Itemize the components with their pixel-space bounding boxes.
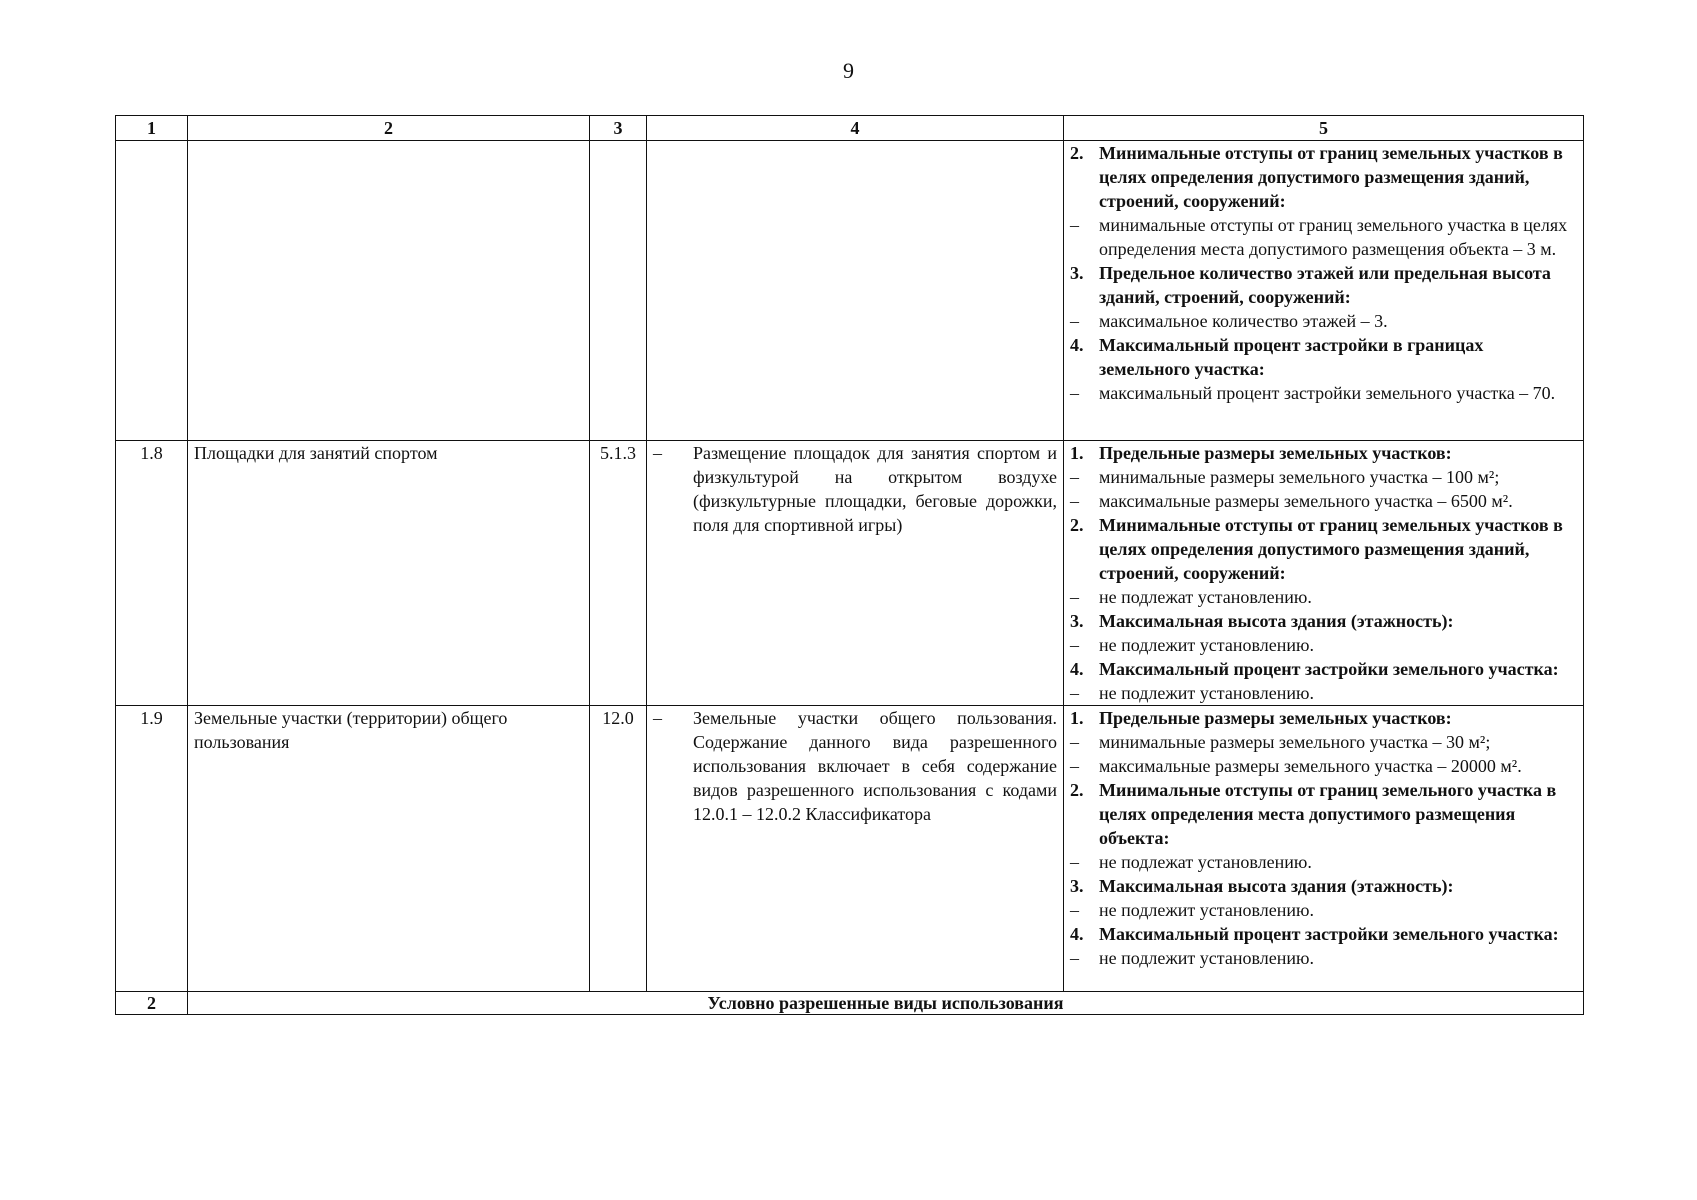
page-number: 9 <box>843 58 854 83</box>
parameter-heading: Предельное количество этажей или предельная высота зданий, строений, сооружений: <box>1099 263 1551 307</box>
use-type-name <box>188 141 590 441</box>
parameter-value: минимальные отступы от границ земельного участка в целях определения места допустимого размещения объекта – 3 м. <box>1099 215 1568 259</box>
parameter-heading-line <box>1070 333 1577 381</box>
classifier-code: 5.1.3 <box>590 441 647 706</box>
use-type-name: Площадки для занятий спортом <box>188 441 590 706</box>
classifier-code <box>590 141 647 441</box>
parameter-value: не подлежит установлению. <box>1099 635 1314 655</box>
parameters-cell <box>1064 141 1584 441</box>
header-col-2: 2 <box>188 116 590 141</box>
parameter-number: 2. <box>1070 515 1084 535</box>
parameter-value: не подлежит установлению. <box>1099 948 1314 968</box>
dash-marker: – <box>1070 852 1079 872</box>
dash-marker: – <box>1070 635 1079 655</box>
parameter-item <box>1070 681 1577 705</box>
parameter-value: минимальные размеры земельного участка – 30 м²; <box>1099 732 1491 752</box>
use-type-name: Земельные участки (территории) общего пользования <box>188 706 590 992</box>
parameter-value: максимальный процент застройки земельного участка – 70. <box>1099 383 1556 403</box>
parameters-cell <box>1064 706 1584 992</box>
parameter-heading: Минимальные отступы от границ земельных участков в целях определения допустимого размещения зданий, строений, сооружений: <box>1099 143 1563 211</box>
parameter-item <box>1070 309 1577 333</box>
use-description-cell <box>647 706 1064 992</box>
parameter-block <box>1070 657 1577 705</box>
parameter-item <box>1070 489 1577 513</box>
parameter-block <box>1070 141 1577 261</box>
parameter-item <box>1070 213 1577 261</box>
section-number: 2 <box>116 992 188 1015</box>
parameter-number: 4. <box>1070 659 1084 679</box>
dash-marker: – <box>1070 900 1079 920</box>
parameter-number: 3. <box>1070 263 1084 283</box>
parameter-item <box>1070 850 1577 874</box>
parameter-value: не подлежит установлению. <box>1099 900 1314 920</box>
parameter-heading: Предельные размеры земельных участков: <box>1099 443 1452 463</box>
parameter-block <box>1070 441 1577 513</box>
description-item <box>653 706 1057 826</box>
parameter-item <box>1070 585 1577 609</box>
description-item <box>653 441 1057 537</box>
parameter-value: не подлежат установлению. <box>1099 587 1312 607</box>
parameter-heading-line <box>1070 513 1577 585</box>
parameter-number: 1. <box>1070 708 1084 728</box>
parameter-item <box>1070 381 1577 405</box>
parameter-item <box>1070 898 1577 922</box>
use-description: Земельные участки общего пользования. Содержание данного вида разрешенного использования включает в себя содержание видов разрешенного использования с кодами 12.0.1 – 12.0.2 Классификатора <box>693 708 1057 824</box>
parameter-heading-line <box>1070 922 1577 946</box>
parameter-heading: Минимальные отступы от границ земельного участка в целях определения места допустимого размещения объекта: <box>1099 780 1557 848</box>
section-title: Условно разрешенные виды использования <box>188 992 1584 1015</box>
table-row <box>116 706 1584 992</box>
dash-marker: – <box>1070 467 1079 487</box>
parameter-heading-line <box>1070 609 1577 633</box>
parameter-heading: Максимальный процент застройки в границах земельного участка: <box>1099 335 1484 379</box>
header-col-4: 4 <box>647 116 1064 141</box>
parameter-heading: Максимальная высота здания (этажность): <box>1099 876 1454 896</box>
parameter-block <box>1070 778 1577 874</box>
parameter-number: 3. <box>1070 876 1084 896</box>
classifier-code: 12.0 <box>590 706 647 992</box>
parameter-number: 2. <box>1070 143 1084 163</box>
parameter-block <box>1070 513 1577 609</box>
dash-marker: – <box>653 708 662 728</box>
parameter-item <box>1070 946 1577 970</box>
parameter-heading: Минимальные отступы от границ земельных участков в целях определения допустимого размещения зданий, строений, сооружений: <box>1099 515 1563 583</box>
parameter-block <box>1070 261 1577 333</box>
use-description: Размещение площадок для занятия спортом и физкультурой на открытом воздухе (физкультурные площадки, беговые дорожки, поля для спортивной игры) <box>693 443 1057 535</box>
table-row <box>116 141 1584 441</box>
zoning-table <box>115 115 1584 1015</box>
parameter-value: максимальные размеры земельного участка – 6500 м². <box>1099 491 1513 511</box>
dash-marker: – <box>1070 311 1079 331</box>
parameter-value: максимальные размеры земельного участка – 20000 м². <box>1099 756 1522 776</box>
parameter-value: минимальные размеры земельного участка – 100 м²; <box>1099 467 1500 487</box>
parameter-heading-line <box>1070 706 1577 730</box>
parameter-heading: Максимальный процент застройки земельного участка: <box>1099 924 1559 944</box>
table-row <box>116 441 1584 706</box>
parameter-heading-line <box>1070 441 1577 465</box>
parameter-item <box>1070 465 1577 489</box>
dash-marker: – <box>1070 948 1079 968</box>
use-description-cell <box>647 441 1064 706</box>
header-col-1: 1 <box>116 116 188 141</box>
dash-marker: – <box>1070 215 1079 235</box>
parameter-heading-line <box>1070 141 1577 213</box>
row-number: 1.9 <box>116 706 188 992</box>
parameter-number: 4. <box>1070 335 1084 355</box>
dash-marker: – <box>1070 587 1079 607</box>
row-number: 1.8 <box>116 441 188 706</box>
header-col-5: 5 <box>1064 116 1584 141</box>
section-row <box>116 992 1584 1015</box>
parameter-block <box>1070 922 1577 970</box>
dash-marker: – <box>653 443 662 463</box>
parameter-block <box>1070 333 1577 405</box>
parameter-number: 1. <box>1070 443 1084 463</box>
parameter-item <box>1070 754 1577 778</box>
parameter-value: максимальное количество этажей – 3. <box>1099 311 1388 331</box>
header-col-3: 3 <box>590 116 647 141</box>
parameter-item <box>1070 633 1577 657</box>
row-number <box>116 141 188 441</box>
parameter-number: 3. <box>1070 611 1084 631</box>
parameters-cell <box>1064 441 1584 706</box>
parameter-heading: Максимальная высота здания (этажность): <box>1099 611 1454 631</box>
dash-marker: – <box>1070 383 1079 403</box>
parameter-heading-line <box>1070 778 1577 850</box>
parameter-heading: Максимальный процент застройки земельного участка: <box>1099 659 1559 679</box>
parameter-heading: Предельные размеры земельных участков: <box>1099 708 1452 728</box>
parameter-number: 4. <box>1070 924 1084 944</box>
use-description-cell <box>647 141 1064 441</box>
dash-marker: – <box>1070 732 1079 752</box>
dash-marker: – <box>1070 683 1079 703</box>
dash-marker: – <box>1070 491 1079 511</box>
header-row <box>116 116 1584 141</box>
parameter-heading-line <box>1070 874 1577 898</box>
parameter-value: не подлежит установлению. <box>1099 683 1314 703</box>
parameter-heading-line <box>1070 261 1577 309</box>
parameter-block <box>1070 874 1577 922</box>
parameter-block <box>1070 609 1577 657</box>
parameter-block <box>1070 706 1577 778</box>
parameter-item <box>1070 730 1577 754</box>
parameter-heading-line <box>1070 657 1577 681</box>
parameter-value: не подлежат установлению. <box>1099 852 1312 872</box>
parameter-number: 2. <box>1070 780 1084 800</box>
dash-marker: – <box>1070 756 1079 776</box>
